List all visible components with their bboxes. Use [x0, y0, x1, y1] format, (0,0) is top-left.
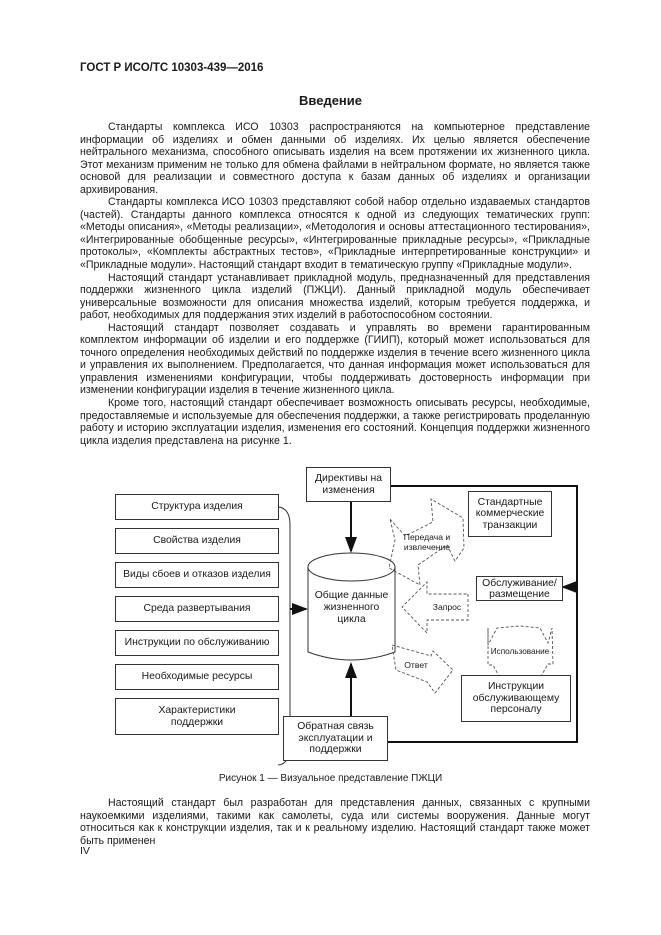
- box-operational-feedback: Обратная связь эксплуатации и поддержки: [283, 716, 388, 761]
- paragraph: Настоящий стандарт позволяет создавать и управлять во времени гарантированным комплектом информации об изделии и его поддержке (ГИИП), который может использоваться для точного определения необходимых действий по поддержке изделия в течение всего жизненного цикла и управления их выполнением. Предполагается, что данная информация может использоваться для управления изменениями конфигурации, чтобы поддерживать достоверность информации при изменении конфигурации изделия в течение жизненного цикла.: [80, 321, 590, 397]
- box-change-directives: Директивы на изменения: [306, 467, 391, 502]
- box-product-properties: Свойства изделия: [115, 528, 279, 554]
- arrow-label-transfer: Передача и извлечение: [403, 532, 451, 552]
- arrow-label-request: Запрос: [432, 602, 462, 612]
- paragraph: Настоящий стандарт устанавливает прикладной модуль, предназначенный для представления поддержки жизненного цикла изделий (ПЖЦИ). Данный прикладной модуль обеспечивает универсальные возможности для описания множества изделий, которым требуется поддержка, и работ, необходимых для поддержания этих изделий в работоспособном состоянии.: [80, 271, 590, 322]
- box-product-structure: Структура изделия: [115, 494, 279, 520]
- figure-caption: Рисунок 1 — Визуальное представление ПЖЦИ: [218, 773, 443, 784]
- body-text-continued: [80, 797, 590, 847]
- document-id-header: ГОСТ Р ИСО/ТС 10303-439—2016: [80, 62, 264, 74]
- box-maintenance-instructions: Инструкции по обслуживанию: [115, 630, 279, 656]
- paragraph: Кроме того, настоящий стандарт обеспечивает возможность описывать ресурсы, необходимые, предоставляемые и используемые для обеспечения поддержки, а также регистрировать проделанную работу и историю эксплуатации изделия, изменения его состояний. Концепция поддержки жизненного цикла изделия представлена на рисунке 1.: [80, 397, 590, 447]
- box-failure-modes: Виды сбоев и отказов изделия: [115, 562, 279, 588]
- paragraph: Стандарты комплекса ИСО 10303 представляют собой набор отдельно издаваемых стандартов (частей). Стандарты данного комплекса относятся к одной из следующих тематических групп: «Методы описания», «Методы реализации», «Методология и основы аттестационного тестирования», «Интегрированные обобщенные ресурсы», «Интегрированные прикладные ресурсы», «Прикладные протоколы», «Комплекты абстрактных тестов», «Прикладные интерпретированные конструкции» и «Прикладные модули». Настоящий стандарт входит в тематическую группу «Прикладные модули».: [80, 196, 590, 272]
- paragraph: Настоящий стандарт был разработан для представления данных, связанных с крупными наукоемкими изделиями, такими как самолеты, суда или системы вооружения. Данные могут относиться как к конструкции изделия, так и к реальному изделию. Настоящий стандарт также может быть применен: [80, 797, 590, 847]
- arrow-label-usage: Использование: [490, 647, 550, 656]
- box-support-characteristics: Характеристики поддержки: [115, 698, 279, 735]
- arrow-label-response: Ответ: [404, 660, 428, 670]
- center-lifecycle-data: Общие данные жизненного цикла: [314, 590, 389, 625]
- box-personnel-instructions: Инструкции обслуживающему персоналу: [461, 675, 571, 722]
- box-deployment-environment: Среда развертывания: [115, 596, 279, 622]
- box-commercial-transactions: Стандартные коммерческие транзакции: [468, 491, 552, 537]
- paragraph: Стандарты комплекса ИСО 10303 распространяются на компьютерное представление информации об изделиях и обмен данными об изделиях. Их целью является обеспечение нейтрального механизма, способного описывать изделия на всем протяжении их жизненного цикла. Этот механизм применим не только для обмена файлами в нейтральном формате, но является также основой для реализации и совместного доступа к базам данных об изделиях и организации архивирования.: [80, 121, 590, 196]
- box-maintenance-placement: Обслуживание/ размещение: [476, 576, 563, 601]
- section-title: Введение: [299, 93, 362, 108]
- box-required-resources: Необходимые ресурсы: [115, 664, 279, 690]
- page-number: IV: [80, 845, 90, 857]
